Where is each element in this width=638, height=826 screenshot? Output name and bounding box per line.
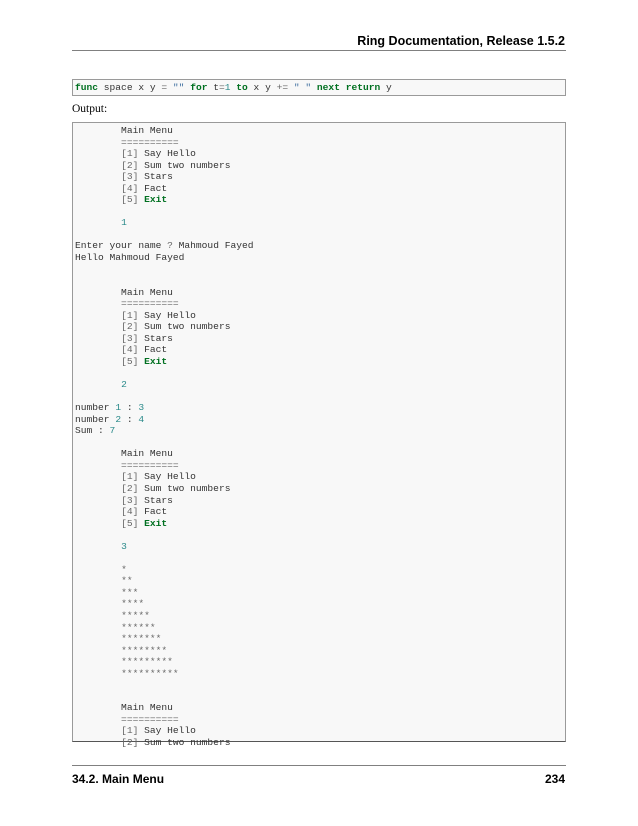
output-line	[75, 702, 563, 714]
code-token: 1	[224, 82, 231, 93]
code-token: Mahmoud Fayed	[172, 240, 254, 252]
code-token: [4]	[121, 182, 139, 194]
code-token: *********	[121, 656, 173, 668]
code-token: :	[121, 402, 139, 414]
output-line	[75, 598, 563, 610]
code-token: Sum :	[75, 425, 110, 437]
code-token: ""	[172, 82, 185, 93]
code-token: Main Menu	[75, 448, 173, 460]
code-token	[75, 483, 121, 494]
code-token: *******	[121, 633, 162, 645]
code-token: ***	[121, 586, 139, 598]
code-token: [1]	[121, 725, 139, 737]
output-line	[75, 206, 563, 218]
output-line	[75, 356, 563, 368]
output-line	[75, 379, 563, 391]
code-token: 3	[121, 540, 127, 552]
code-token: ==========	[75, 136, 179, 148]
code-snippet-block	[72, 79, 566, 96]
output-line	[75, 518, 563, 530]
code-token	[75, 564, 121, 575]
code-token: number	[75, 413, 116, 425]
code-token: [3]	[121, 171, 139, 183]
output-line	[75, 321, 563, 333]
code-token: Stars	[138, 494, 173, 506]
output-line	[75, 460, 563, 472]
code-token	[75, 310, 121, 321]
output-line	[75, 148, 563, 160]
code-token: Fact	[138, 506, 168, 518]
code-token	[75, 587, 121, 598]
code-token: 7	[109, 425, 116, 437]
code-token: Main Menu	[75, 286, 173, 298]
code-token: next	[316, 82, 340, 93]
output-line	[75, 495, 563, 507]
code-token: Hello Mahmoud Fayed	[75, 252, 185, 264]
code-token: 1	[115, 402, 122, 414]
code-token: y	[380, 82, 392, 93]
code-token: Exit	[144, 194, 168, 206]
code-token: for	[190, 82, 208, 93]
code-token: =	[218, 82, 225, 93]
code-token: 2	[121, 379, 127, 391]
output-line	[75, 252, 563, 264]
code-token	[75, 160, 121, 171]
code-token	[75, 148, 121, 159]
code-token: **	[121, 575, 133, 587]
output-line	[75, 240, 563, 252]
code-token: [2]	[121, 482, 139, 494]
output-line	[75, 194, 563, 206]
code-token: [4]	[121, 344, 139, 356]
code-token: 4	[138, 413, 145, 425]
code-token: Stars	[138, 171, 173, 183]
code-token: Main Menu	[75, 702, 173, 714]
output-line	[75, 668, 563, 680]
code-token: [4]	[121, 506, 139, 518]
output-line	[75, 483, 563, 495]
output-line	[75, 160, 563, 172]
code-token: Say Hello	[138, 471, 196, 483]
code-token: 2	[115, 413, 122, 425]
output-line	[75, 610, 563, 622]
output-line	[75, 402, 563, 414]
code-token	[75, 333, 121, 344]
output-line	[75, 552, 563, 564]
code-token: Fact	[138, 344, 168, 356]
output-line	[75, 564, 563, 576]
output-line	[75, 310, 563, 322]
code-token: x y	[247, 82, 277, 93]
code-token: [1]	[121, 309, 139, 321]
output-line	[75, 714, 563, 726]
code-token: ==========	[75, 713, 179, 725]
code-token: to	[236, 82, 248, 93]
output-line	[75, 587, 563, 599]
code-token: Fact	[138, 182, 168, 194]
output-line	[75, 622, 563, 634]
output-line	[75, 217, 563, 229]
header-rule	[72, 50, 566, 51]
output-line	[75, 344, 563, 356]
code-token: Stars	[138, 332, 173, 344]
code-token	[75, 171, 121, 182]
page-number: 234	[544, 772, 565, 786]
running-header-title: Ring Documentation, Release 1.5.2	[357, 34, 565, 48]
code-token	[75, 622, 121, 633]
code-token: [3]	[121, 332, 139, 344]
code-token: t	[207, 82, 219, 93]
code-token	[75, 645, 121, 656]
code-token	[75, 217, 121, 228]
code-token	[75, 321, 121, 332]
code-token: return	[345, 82, 381, 93]
code-token	[75, 344, 121, 355]
code-token: **********	[121, 667, 179, 679]
output-line	[75, 414, 563, 426]
code-token: :	[121, 413, 139, 425]
code-token: Sum two numbers	[138, 159, 231, 171]
code-token: Say Hello	[138, 725, 196, 737]
code-token: =	[161, 82, 168, 93]
code-line	[75, 82, 563, 94]
code-token: Say Hello	[138, 148, 196, 160]
code-token	[75, 194, 121, 205]
output-line	[75, 183, 563, 195]
code-token	[75, 541, 121, 552]
code-token	[75, 610, 121, 621]
code-token: Sum two numbers	[138, 482, 231, 494]
code-token: Sum two numbers	[138, 321, 231, 333]
code-token: ==========	[75, 298, 179, 310]
output-line	[75, 137, 563, 149]
code-token	[75, 356, 121, 367]
output-line	[75, 679, 563, 691]
output-line	[75, 425, 563, 437]
code-token: Main Menu	[75, 125, 173, 136]
code-token: ****	[121, 598, 145, 610]
output-line	[75, 125, 563, 137]
code-token	[75, 518, 121, 529]
output-line	[75, 471, 563, 483]
code-token	[75, 598, 121, 609]
code-token	[75, 506, 121, 517]
output-line	[75, 529, 563, 541]
code-token	[75, 668, 121, 679]
code-token: [5]	[121, 517, 139, 529]
code-token: Say Hello	[138, 309, 196, 321]
output-line	[75, 229, 563, 241]
output-line	[75, 298, 563, 310]
code-token: *****	[121, 609, 150, 621]
code-token	[75, 575, 121, 586]
output-line	[75, 725, 563, 737]
code-token	[75, 183, 121, 194]
output-line	[75, 367, 563, 379]
output-line	[75, 506, 563, 518]
code-token: [1]	[121, 471, 139, 483]
output-label: Output:	[72, 103, 108, 115]
code-token: ?	[167, 240, 173, 252]
output-line	[75, 448, 563, 460]
code-token: 3	[138, 402, 145, 414]
code-token: [2]	[121, 321, 139, 333]
code-token	[75, 656, 121, 667]
output-line	[75, 541, 563, 553]
code-token: ==========	[75, 459, 179, 471]
code-token: ********	[121, 644, 168, 656]
code-token: Enter your name	[75, 240, 168, 252]
code-token	[75, 737, 121, 748]
output-line	[75, 437, 563, 449]
code-token: [1]	[121, 148, 139, 160]
footer-section-title: 34.2. Main Menu	[72, 772, 165, 786]
output-line	[75, 633, 563, 645]
code-token	[75, 725, 121, 736]
code-token: number	[75, 402, 116, 414]
code-token	[75, 471, 121, 482]
code-token: Exit	[144, 517, 168, 529]
output-line	[75, 645, 563, 657]
output-line	[75, 171, 563, 183]
output-line	[75, 287, 563, 299]
code-token: space x y	[98, 82, 162, 93]
output-line	[75, 275, 563, 287]
output-line	[75, 656, 563, 668]
code-token: func	[75, 82, 99, 93]
output-line	[75, 737, 563, 749]
code-token: *	[121, 563, 127, 575]
output-line	[75, 391, 563, 403]
code-token: [3]	[121, 494, 139, 506]
code-token: [5]	[121, 194, 139, 206]
output-line	[75, 333, 563, 345]
program-output-block	[72, 122, 566, 748]
code-token: [2]	[121, 736, 139, 748]
output-line	[75, 575, 563, 587]
footer-rule	[72, 765, 566, 766]
code-token: Sum two numbers	[138, 736, 231, 748]
code-token	[75, 379, 121, 390]
code-token: [2]	[121, 159, 139, 171]
code-token: 1	[121, 217, 127, 229]
code-token: [5]	[121, 355, 139, 367]
code-token: Exit	[144, 355, 168, 367]
code-token: " "	[293, 82, 312, 93]
code-token: ******	[121, 621, 156, 633]
code-token: +=	[276, 82, 289, 93]
output-line	[75, 691, 563, 703]
code-token	[75, 495, 121, 506]
output-line	[75, 264, 563, 276]
code-token	[75, 633, 121, 644]
